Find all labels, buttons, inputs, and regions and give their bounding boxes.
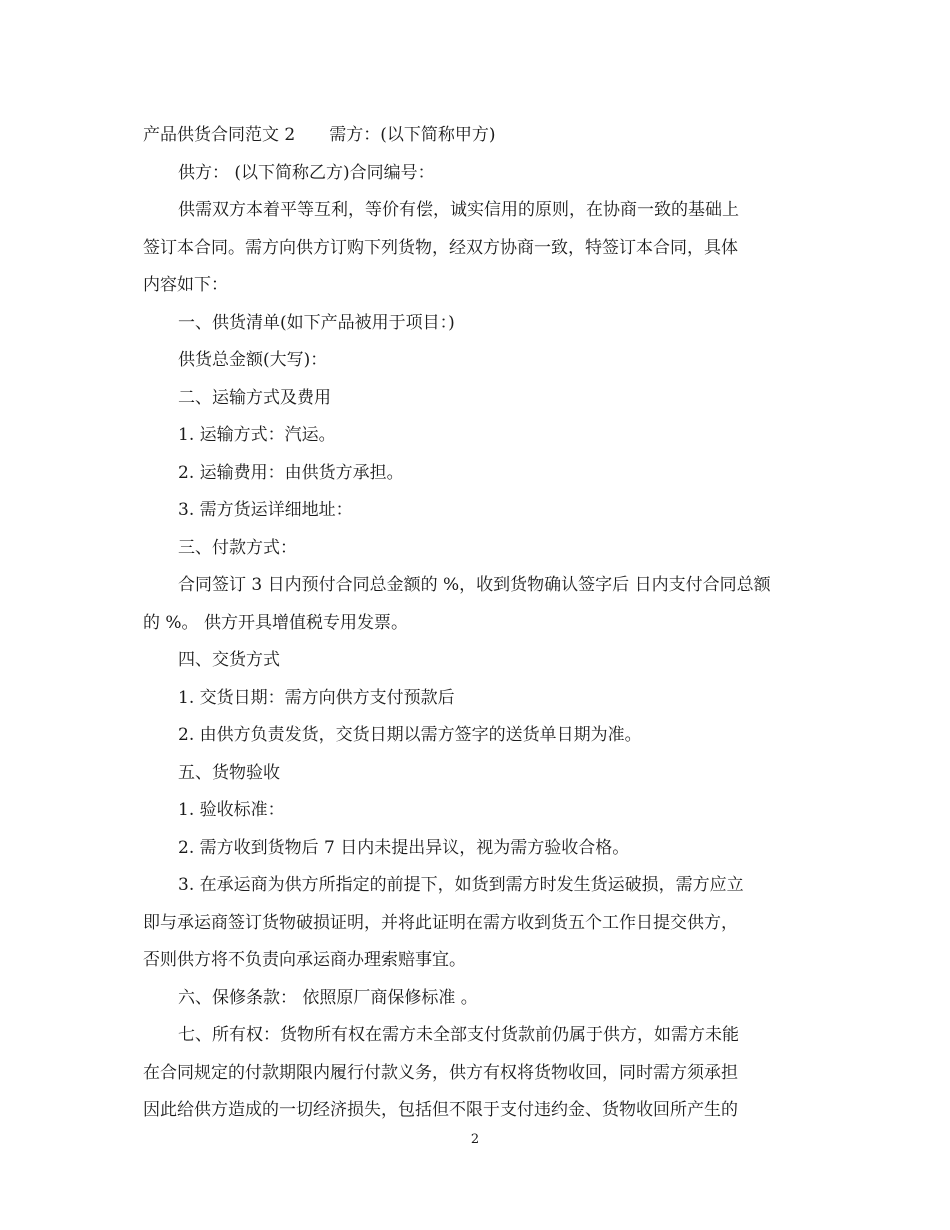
body-line: 即与承运商签订货物破损证明，并将此证明在需方收到货五个工作日提交供方， [143,912,738,933]
list-item: 1. 验收标准： [178,800,285,820]
section-heading: 三、付款方式： [178,537,297,558]
list-item: 2. 运输费用：由供货方承担。 [178,462,404,483]
section-heading: 七、所有权：货物所有权在需方未全部支付货款前仍属于供方，如需方未能 [178,1025,739,1045]
body-line: 合同签订 3 日内预付合同总金额的 %，收到货物确认签字后 日内支付合同总额 [178,575,771,595]
document-title-line: 产品供货合同范文 2 需方：(以下简称甲方) [143,125,496,145]
section-heading: 一、供货清单(如下产品被用于项目：) [178,312,455,333]
section-heading: 五、货物验收 [178,762,280,783]
document-body [143,117,811,1130]
list-item: 1. 运输方式：汽运。 [178,425,336,445]
body-line: 供需双方本着平等互利，等价有偿，诚实信用的原则，在协商一致的基础上 [178,200,739,220]
contract-number-line: 供方： (以下简称乙方)合同编号： [178,162,435,183]
body-line: 内容如下： [143,275,228,295]
body-line: 签订本合同。需方向供方订购下列货物，经双方协商一致，特签订本合同，具体 [143,237,738,258]
list-item: 1. 交货日期：需方向供方支付预款后 [178,687,455,708]
list-item: 2. 需方收到货物后 7 日内未提出异议，视为需方验收合格。 [178,837,630,858]
section-heading: 二、运输方式及费用 [178,387,331,408]
body-line: 因此给供方造成的一切经济损失，包括但不限于支付违约金、货物收回所产生的 [143,1100,738,1120]
body-line: 供货总金额(大写)： [178,350,328,370]
list-item: 3. 在承运商为供方所指定的前提下，如货到需方时发生货运破损，需方应立 [178,875,744,895]
section-heading: 六、保修条款： 依照原厂商保修标准 。 [178,987,478,1008]
body-line: 否则供方将不负责向承运商办理索赔事宜。 [143,950,466,970]
list-item: 3. 需方货运详细地址： [178,500,353,520]
body-line: 在合同规定的付款期限内履行付款义务，供方有权将货物收回，同时需方须承担 [143,1062,738,1083]
list-item: 2. 由供方负责发货，交货日期以需方签字的送货单日期为准。 [178,725,642,745]
body-line: 的 %。 供方开具增值税专用发票。 [143,612,408,633]
page-number: 2 [470,1132,480,1147]
section-heading: 四、交货方式 [178,650,280,670]
